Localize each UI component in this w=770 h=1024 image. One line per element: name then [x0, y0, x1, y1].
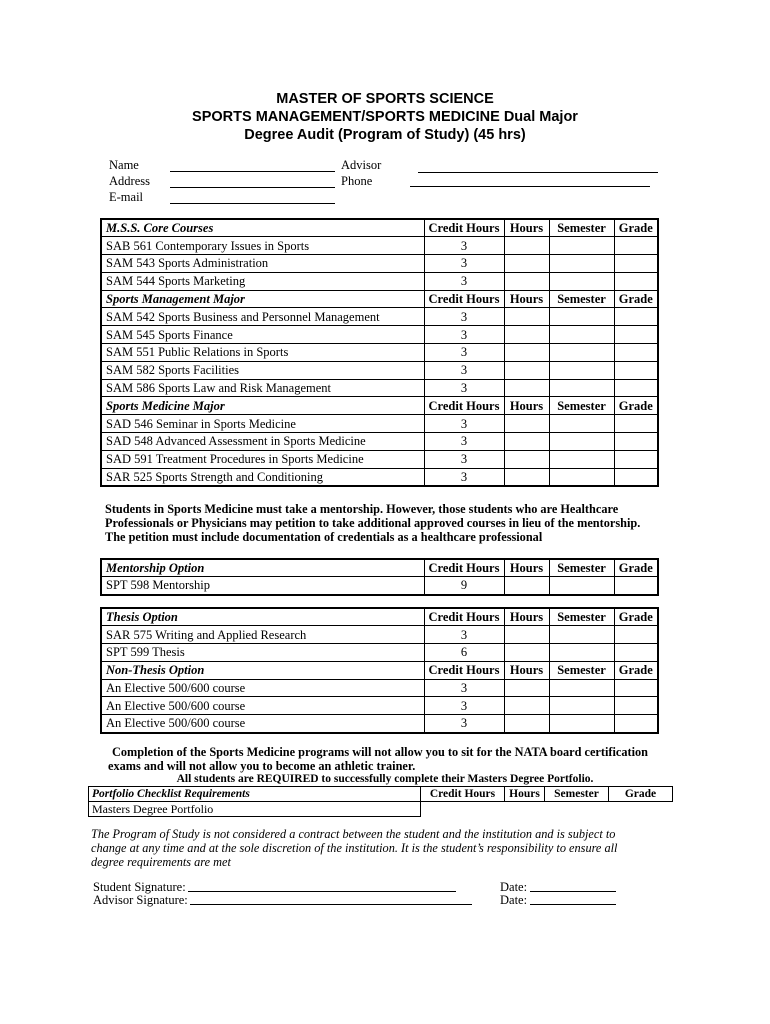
hours-cell[interactable]: [504, 644, 549, 662]
course-credits: 3: [424, 344, 504, 362]
table-row: [101, 379, 658, 397]
course-name: SAM 545 Sports Finance: [101, 326, 424, 344]
mentorship-table: [100, 558, 659, 596]
grade-cell[interactable]: [614, 361, 658, 379]
thesis-heading: Thesis Option: [101, 608, 424, 626]
table-row: [101, 344, 658, 362]
course-name: SAR 525 Sports Strength and Conditioning: [101, 468, 424, 486]
table-header-row: [101, 608, 658, 626]
semester-cell[interactable]: [549, 697, 614, 715]
course-credits: 3: [424, 361, 504, 379]
student-date-field[interactable]: [530, 891, 616, 892]
course-credits: 3: [424, 308, 504, 326]
course-credits: 3: [424, 379, 504, 397]
mentorship-note-line3: The petition must include documentation of credentials as a healthcare professional: [105, 530, 543, 544]
col-semester: Semester: [549, 219, 614, 237]
semester-cell[interactable]: [549, 326, 614, 344]
advisor-date-label: Date:: [500, 893, 528, 907]
email-label: E-mail: [109, 190, 144, 204]
student-signature-field[interactable]: [188, 891, 456, 892]
table-row: [101, 255, 658, 273]
col-credit-hours: Credit Hours: [424, 290, 504, 308]
col-hours: Hours: [504, 290, 549, 308]
course-credits: 3: [424, 415, 504, 433]
address-field[interactable]: [170, 187, 335, 188]
col-grade: Grade: [614, 397, 658, 415]
mentorship-note-line2: Professionals or Physicians may petition to take additional approved courses in lieu of the mentorship.: [105, 516, 641, 530]
hours-cell[interactable]: [504, 237, 549, 255]
portfolio-heading: Portfolio Checklist Requirements: [89, 787, 421, 802]
col-grade: Grade: [614, 559, 658, 577]
portfolio-required-note: All students are REQUIRED to successfully complete their Masters Degree Portfolio.: [176, 773, 594, 785]
page-title-line2: SPORTS MANAGEMENT/SPORTS MEDICINE Dual Major: [192, 109, 578, 125]
semester-cell[interactable]: [549, 255, 614, 273]
course-name: SAM 582 Sports Facilities: [101, 361, 424, 379]
hours-cell[interactable]: [504, 697, 549, 715]
mentorship-note-line1: Students in Sports Medicine must take a mentorship. However, those students who are Healthcare: [105, 502, 619, 516]
disclaimer-text: The Program of Study is not considered a contract between the student and the institution and is subject to change at any time and at the sole discretion of the institution. It is the student’s responsibility to ensure all degree requirements are met: [91, 827, 618, 869]
course-credits: 3: [424, 450, 504, 468]
core-heading: M.S.S. Core Courses: [101, 219, 424, 237]
address-label: Address: [109, 174, 150, 188]
col-semester: Semester: [549, 397, 614, 415]
table-row: [101, 626, 658, 644]
semester-cell[interactable]: [549, 450, 614, 468]
course-name: SAD 548 Advanced Assessment in Sports Medicine: [101, 433, 424, 451]
course-credits: 3: [424, 433, 504, 451]
col-credit-hours: Credit Hours: [421, 787, 505, 802]
semester-cell[interactable]: [549, 433, 614, 451]
advisor-signature-label: Advisor Signature:: [93, 893, 188, 907]
course-name: SAM 544 Sports Marketing: [101, 272, 424, 290]
col-credit-hours: Credit Hours: [424, 608, 504, 626]
grade-cell[interactable]: [614, 679, 658, 697]
table-row: [101, 577, 658, 595]
grade-cell[interactable]: [614, 415, 658, 433]
hours-cell[interactable]: [504, 361, 549, 379]
col-credit-hours: Credit Hours: [424, 219, 504, 237]
semester-cell[interactable]: [549, 626, 614, 644]
hours-cell[interactable]: [504, 415, 549, 433]
empty-cell: [545, 802, 609, 817]
col-hours: Hours: [504, 608, 549, 626]
hours-cell[interactable]: [504, 450, 549, 468]
hours-cell[interactable]: [504, 577, 549, 595]
table-row: [101, 272, 658, 290]
course-credits: 3: [424, 272, 504, 290]
table-header-row: [101, 219, 658, 237]
grade-cell[interactable]: [614, 255, 658, 273]
grade-cell[interactable]: [614, 237, 658, 255]
course-credits: 3: [424, 326, 504, 344]
grade-cell[interactable]: [614, 433, 658, 451]
hours-cell[interactable]: [504, 379, 549, 397]
course-name: SAM 551 Public Relations in Sports: [101, 344, 424, 362]
semester-cell[interactable]: [549, 644, 614, 662]
course-name: SAM 586 Sports Law and Risk Management: [101, 379, 424, 397]
portfolio-item: Masters Degree Portfolio: [89, 802, 421, 817]
hours-cell[interactable]: [504, 326, 549, 344]
course-name: SAD 546 Seminar in Sports Medicine: [101, 415, 424, 433]
non-thesis-heading: Non-Thesis Option: [101, 661, 424, 679]
course-credits: 3: [424, 626, 504, 644]
semester-cell[interactable]: [549, 237, 614, 255]
table-row: [101, 433, 658, 451]
table-header-row: [101, 559, 658, 577]
grade-cell[interactable]: [614, 308, 658, 326]
name-label: Name: [109, 158, 139, 172]
student-date-label: Date:: [500, 880, 528, 894]
empty-cell: [505, 802, 545, 817]
col-semester: Semester: [549, 661, 614, 679]
table-header-row: [89, 787, 673, 802]
hours-cell[interactable]: [504, 433, 549, 451]
thesis-options-table: [100, 607, 659, 734]
col-grade: Grade: [614, 290, 658, 308]
semester-cell[interactable]: [549, 308, 614, 326]
course-credits: 3: [424, 679, 504, 697]
grade-cell[interactable]: [614, 379, 658, 397]
grade-cell[interactable]: [614, 697, 658, 715]
empty-cell: [609, 802, 673, 817]
empty-cell: [421, 802, 505, 817]
table-row: [101, 308, 658, 326]
hours-cell[interactable]: [504, 344, 549, 362]
semester-cell[interactable]: [549, 344, 614, 362]
col-grade: Grade: [614, 219, 658, 237]
col-hours: Hours: [505, 787, 545, 802]
grade-cell[interactable]: [614, 326, 658, 344]
mentorship-heading: Mentorship Option: [101, 559, 424, 577]
table-row: [101, 715, 658, 733]
table-row: [101, 644, 658, 662]
semester-cell[interactable]: [549, 272, 614, 290]
semester-cell[interactable]: [549, 379, 614, 397]
table-header-row: [101, 290, 658, 308]
advisor-signature-field[interactable]: [190, 904, 472, 905]
grade-cell[interactable]: [614, 468, 658, 486]
name-field[interactable]: [170, 171, 335, 172]
semester-cell[interactable]: [549, 679, 614, 697]
col-hours: Hours: [504, 219, 549, 237]
table-row: [101, 415, 658, 433]
email-field[interactable]: [170, 203, 335, 204]
course-name: SAM 542 Sports Business and Personnel Management: [101, 308, 424, 326]
grade-cell[interactable]: [614, 272, 658, 290]
course-name: SPT 598 Mentorship: [101, 577, 424, 595]
table-row: [89, 802, 673, 817]
col-hours: Hours: [504, 559, 549, 577]
table-row: [101, 468, 658, 486]
core-majors-table: [100, 218, 659, 487]
advisor-label: Advisor: [341, 158, 382, 172]
grade-cell[interactable]: [614, 644, 658, 662]
grade-cell[interactable]: [614, 577, 658, 595]
semester-cell[interactable]: [549, 468, 614, 486]
table-row: [101, 697, 658, 715]
page-title-line3: Degree Audit (Program of Study) (45 hrs): [244, 127, 526, 143]
grade-cell[interactable]: [614, 344, 658, 362]
course-credits: 3: [424, 237, 504, 255]
course-name: SAD 591 Treatment Procedures in Sports Medicine: [101, 450, 424, 468]
table-row: [101, 237, 658, 255]
management-heading: Sports Management Major: [101, 290, 424, 308]
advisor-date-field[interactable]: [530, 904, 616, 905]
hours-cell[interactable]: [504, 468, 549, 486]
col-hours: Hours: [504, 397, 549, 415]
table-row: [101, 450, 658, 468]
semester-cell[interactable]: [549, 361, 614, 379]
col-credit-hours: Credit Hours: [424, 661, 504, 679]
course-name: SAB 561 Contemporary Issues in Sports: [101, 237, 424, 255]
course-credits: 9: [424, 577, 504, 595]
course-name: SAR 575 Writing and Applied Research: [101, 626, 424, 644]
course-name: SPT 599 Thesis: [101, 644, 424, 662]
completion-note-line1: Completion of the Sports Medicine programs will not allow you to sit for the NATA board certification: [112, 745, 649, 759]
completion-note-line2: exams and will not allow you to become an athletic trainer.: [108, 759, 416, 773]
semester-cell[interactable]: [549, 415, 614, 433]
semester-cell[interactable]: [549, 577, 614, 595]
hours-cell[interactable]: [504, 679, 549, 697]
hours-cell[interactable]: [504, 308, 549, 326]
portfolio-table: [88, 786, 673, 817]
page-title-line1: MASTER OF SPORTS SCIENCE: [276, 91, 494, 107]
grade-cell[interactable]: [614, 450, 658, 468]
table-row: [101, 679, 658, 697]
course-name: An Elective 500/600 course: [101, 679, 424, 697]
col-semester: Semester: [549, 290, 614, 308]
hours-cell[interactable]: [504, 272, 549, 290]
table-row: [101, 326, 658, 344]
phone-label: Phone: [341, 174, 373, 188]
advisor-field[interactable]: [418, 172, 658, 173]
semester-cell[interactable]: [549, 715, 614, 733]
col-credit-hours: Credit Hours: [424, 559, 504, 577]
course-credits: 3: [424, 468, 504, 486]
table-row: [101, 361, 658, 379]
col-credit-hours: Credit Hours: [424, 397, 504, 415]
course-name: An Elective 500/600 course: [101, 715, 424, 733]
course-credits: 3: [424, 715, 504, 733]
col-semester: Semester: [549, 608, 614, 626]
phone-field[interactable]: [410, 186, 650, 187]
table-header-row: [101, 661, 658, 679]
col-hours: Hours: [504, 661, 549, 679]
medicine-heading: Sports Medicine Major: [101, 397, 424, 415]
student-signature-label: Student Signature:: [93, 880, 186, 894]
course-name: An Elective 500/600 course: [101, 697, 424, 715]
hours-cell[interactable]: [504, 715, 549, 733]
hours-cell[interactable]: [504, 255, 549, 273]
course-credits: 6: [424, 644, 504, 662]
col-grade: Grade: [609, 787, 673, 802]
col-semester: Semester: [549, 559, 614, 577]
grade-cell[interactable]: [614, 715, 658, 733]
table-header-row: [101, 397, 658, 415]
hours-cell[interactable]: [504, 626, 549, 644]
col-semester: Semester: [545, 787, 609, 802]
course-name: SAM 543 Sports Administration: [101, 255, 424, 273]
course-credits: 3: [424, 255, 504, 273]
course-credits: 3: [424, 697, 504, 715]
grade-cell[interactable]: [614, 626, 658, 644]
col-grade: Grade: [614, 661, 658, 679]
col-grade: Grade: [614, 608, 658, 626]
